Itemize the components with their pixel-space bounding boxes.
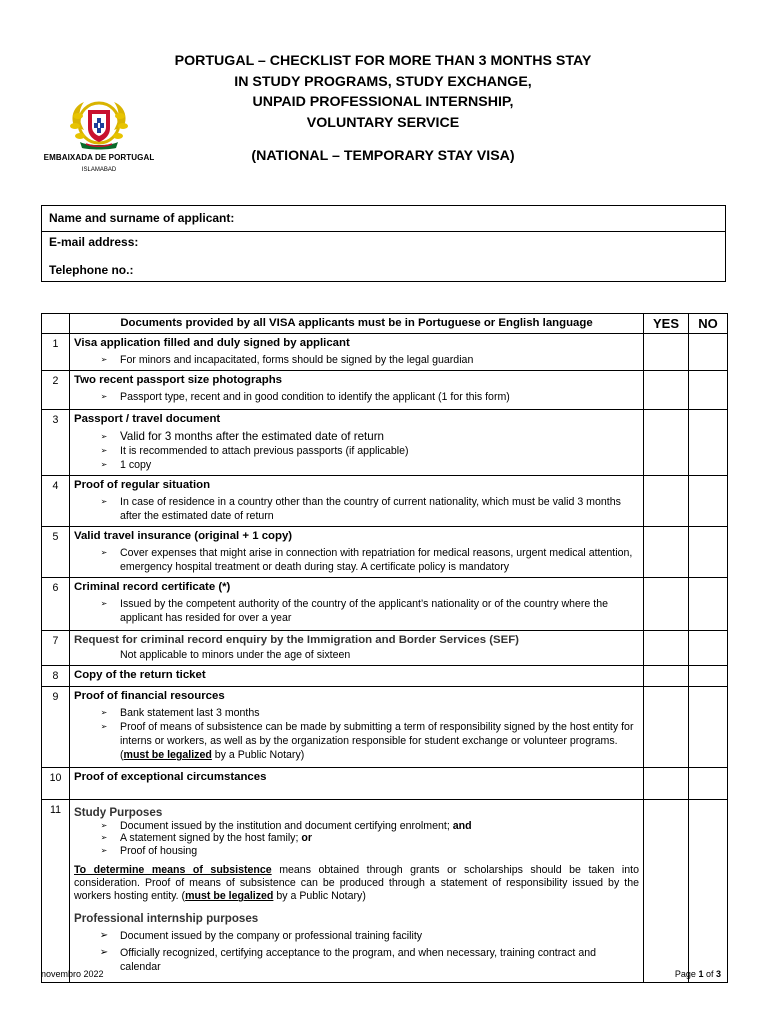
- title-line: UNPAID PROFESSIONAL INTERNSHIP,: [252, 94, 514, 110]
- item-content: [70, 371, 644, 410]
- item-number: 1: [42, 334, 70, 371]
- list-item: ➢ Proof of housing: [120, 845, 639, 858]
- yes-checkbox-cell[interactable]: [644, 476, 689, 527]
- table-header-row: [42, 314, 728, 334]
- item-number: 10: [42, 768, 70, 800]
- arrow-bullet-icon: ➢: [100, 820, 108, 830]
- list-item: ➢ In case of residence in a country other than the country of current nationality, which must be valid 3 months after the estimated date of return: [120, 495, 639, 523]
- embassy-city: ISLAMABAD: [81, 167, 117, 173]
- documents-checklist-table: [41, 313, 728, 983]
- item-title: Proof of regular situation: [74, 479, 211, 491]
- study-purposes-heading: Study Purposes: [74, 806, 163, 819]
- no-checkbox-cell[interactable]: [689, 631, 728, 666]
- table-row: [42, 371, 728, 410]
- item-title: Valid travel insurance (original + 1 copy): [74, 530, 293, 542]
- arrow-bullet-icon: ➢: [100, 548, 108, 557]
- arrow-bullet-icon: ➢: [100, 722, 108, 731]
- legalized-emphasis: must be legalized: [123, 749, 212, 761]
- item-number: 2: [42, 371, 70, 410]
- item-title: Visa application filled and duly signed by applicant: [74, 337, 350, 349]
- item-number: 7: [42, 631, 70, 666]
- item-note: Not applicable to minors under the age of sixteen: [120, 649, 351, 661]
- email-label: E-mail address:: [49, 235, 139, 249]
- item-content: [70, 527, 644, 578]
- item-title: Copy of the return ticket: [74, 669, 206, 681]
- no-checkbox-cell[interactable]: [689, 476, 728, 527]
- arrow-bullet-icon: ➢: [100, 497, 108, 506]
- list-item: ➢ Document issued by the company or professional training facility: [99, 930, 423, 943]
- no-checkbox-cell[interactable]: [689, 687, 728, 768]
- portugal-coat-of-arms-icon: [66, 96, 132, 150]
- no-checkbox-cell[interactable]: [689, 800, 728, 983]
- list-item: ➢ A statement signed by the host family; or: [120, 832, 639, 845]
- title-line: PORTUGAL – CHECKLIST FOR MORE THAN 3 MONTHS STAY: [174, 53, 592, 69]
- table-row: [42, 687, 728, 768]
- table-header: Documents provided by all VISA applicants must be in Portuguese or English language: [70, 314, 644, 334]
- arrow-bullet-icon: ➢: [100, 845, 108, 855]
- table-row: [42, 527, 728, 578]
- applicant-name-label: Name and surname of applicant:: [49, 211, 235, 225]
- item-content: [70, 631, 644, 666]
- item-content: [70, 578, 644, 631]
- item-content: [70, 410, 644, 476]
- applicant-name-row: [42, 206, 725, 232]
- list-item: ➢ Proof of means of subsistence can be made by submitting a term of responsibility signed by the host entity for interns or workers, as well as by the organization responsible for student exchange or volunteer programs. (must be legalized by a Public Notary): [120, 720, 639, 762]
- item-number: 11: [42, 800, 70, 983]
- table-row: [42, 800, 728, 983]
- list-item: ➢ Passport type, recent and in good condition to identify the applicant (1 for this form): [120, 390, 639, 404]
- item-title: Request for criminal record enquiry by the Immigration and Border Services (SEF): [74, 634, 519, 646]
- no-checkbox-cell[interactable]: [689, 768, 728, 800]
- table-row: [42, 410, 728, 476]
- list-item: ➢ Document issued by the institution and document certifying enrolment; and: [120, 820, 639, 833]
- subsistence-paragraph: To determine means of subsistence means obtained through grants or scholarships should be taken into consideration. Proof of means of subsistence can be produced through a statement of responsibility issued by the workers hosting entity. (must be legalized by a Public Notary): [74, 864, 639, 903]
- arrow-bullet-icon: ➢: [99, 930, 109, 942]
- yes-checkbox-cell[interactable]: [644, 527, 689, 578]
- item-content: [70, 476, 644, 527]
- arrow-bullet-icon: ➢: [100, 833, 108, 843]
- item-number: 9: [42, 687, 70, 768]
- no-checkbox-cell[interactable]: [689, 410, 728, 476]
- item-number: 3: [42, 410, 70, 476]
- arrow-bullet-icon: ➢: [100, 460, 108, 469]
- table-row: [42, 631, 728, 666]
- arrow-bullet-icon: ➢: [100, 355, 108, 364]
- item-content: [70, 687, 644, 768]
- no-column-header: NO: [689, 314, 728, 334]
- table-row: [42, 334, 728, 371]
- item-title: Proof of exceptional circumstances: [74, 771, 267, 783]
- page-number: Page 1 of 3: [674, 969, 721, 979]
- document-subtitle: (NATIONAL – TEMPORARY STAY VISA): [251, 148, 515, 164]
- table-row: [42, 476, 728, 527]
- title-line: IN STUDY PROGRAMS, STUDY EXCHANGE,: [234, 73, 532, 90]
- no-checkbox-cell[interactable]: [689, 527, 728, 578]
- item-title: Proof of financial resources: [74, 690, 225, 702]
- arrow-bullet-icon: ➢: [100, 446, 108, 455]
- yes-checkbox-cell[interactable]: [644, 410, 689, 476]
- yes-checkbox-cell[interactable]: [644, 631, 689, 666]
- item-title: Two recent passport size photographs: [74, 374, 283, 386]
- yes-checkbox-cell[interactable]: [644, 334, 689, 371]
- title-line: VOLUNTARY SERVICE: [306, 114, 460, 131]
- no-checkbox-cell[interactable]: [689, 371, 728, 410]
- list-item: ➢ 1 copy: [120, 458, 639, 472]
- yes-checkbox-cell[interactable]: [644, 687, 689, 768]
- item-content: [70, 768, 644, 800]
- list-item: ➢ Bank statement last 3 months: [120, 706, 639, 720]
- arrow-bullet-icon: ➢: [100, 432, 108, 441]
- list-item: ➢ For minors and incapacitated, forms should be signed by the legal guardian: [120, 353, 639, 367]
- list-item: ➢ Issued by the competent authority of the country of the applicant’s nationality or of the country where the applicant has resided for over a year: [120, 597, 639, 625]
- item-content: [70, 800, 644, 983]
- arrow-bullet-icon: ➢: [100, 708, 108, 717]
- yes-checkbox-cell[interactable]: [644, 578, 689, 631]
- list-item: ➢ Valid for 3 months after the estimated date of return: [120, 429, 639, 444]
- item-content: [70, 666, 644, 687]
- document-title: [130, 51, 636, 133]
- item-number: 5: [42, 527, 70, 578]
- table-row: [42, 666, 728, 687]
- applicant-details-box: [41, 205, 726, 282]
- yes-column-header: YES: [644, 314, 689, 334]
- item-number: 6: [42, 578, 70, 631]
- list-item: ➢ Officially recognized, certifying acceptance to the program, and when necessary, training contract and calendar: [99, 947, 596, 974]
- yes-checkbox-cell[interactable]: [644, 800, 689, 983]
- yes-checkbox-cell[interactable]: [644, 666, 689, 687]
- arrow-bullet-icon: ➢: [100, 392, 108, 401]
- list-item: ➢ Cover expenses that might arise in connection with repatriation for medical reasons, urgent medical attention, emergency hospital treatment or death during stay. A certificate policy is mandatory: [120, 546, 639, 574]
- yes-checkbox-cell[interactable]: [644, 768, 689, 800]
- item-content: [70, 334, 644, 371]
- no-checkbox-cell[interactable]: [689, 666, 728, 687]
- footer-date: novembro 2022: [41, 969, 104, 979]
- internship-heading: Professional internship purposes: [74, 912, 259, 926]
- no-checkbox-cell[interactable]: [689, 578, 728, 631]
- item-number: 8: [42, 666, 70, 687]
- no-checkbox-cell[interactable]: [689, 334, 728, 371]
- header-num-cell: [42, 314, 70, 334]
- embassy-name: EMBAIXADA DE PORTUGAL: [43, 153, 155, 162]
- table-row: [42, 768, 728, 800]
- item-number: 4: [42, 476, 70, 527]
- list-item: ➢ It is recommended to attach previous passports (if applicable): [120, 444, 639, 458]
- arrow-bullet-icon: ➢: [99, 947, 109, 959]
- item-title: Passport / travel document: [74, 413, 221, 425]
- table-row: [42, 578, 728, 631]
- item-title: Criminal record certificate (*): [74, 581, 231, 593]
- arrow-bullet-icon: ➢: [100, 599, 108, 608]
- telephone-label: Telephone no.:: [49, 263, 134, 277]
- yes-checkbox-cell[interactable]: [644, 371, 689, 410]
